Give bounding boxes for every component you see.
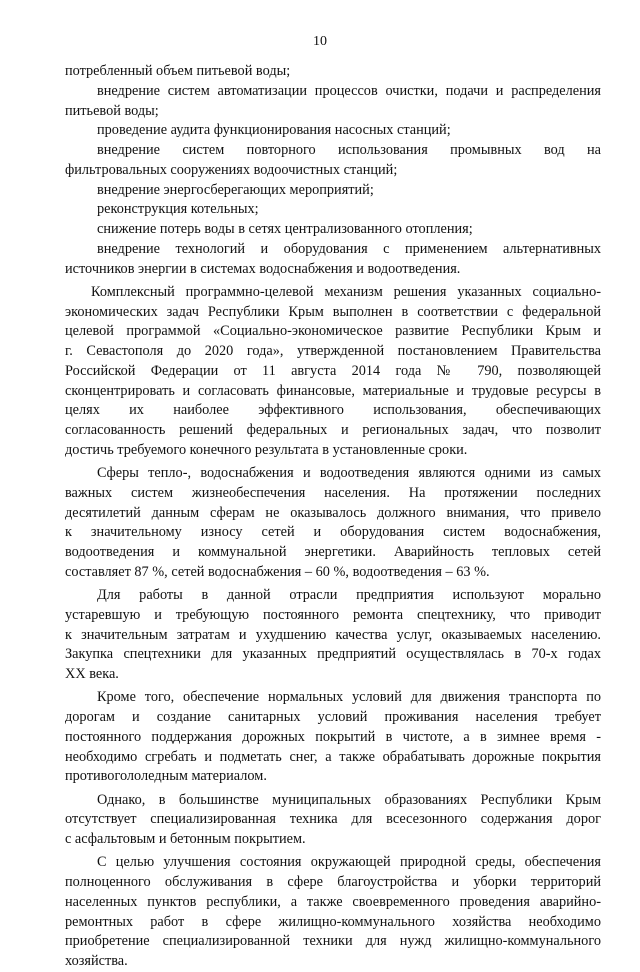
paragraph xyxy=(65,791,601,850)
text-line: согласованность решений федеральных и региональных задач, что позволит xyxy=(65,422,601,438)
text-line: хозяйства. xyxy=(65,953,128,969)
text-line: снижение потерь воды в сетях централизованного отопления; xyxy=(97,221,473,237)
text-line: С целью улучшения состояния окружающей природной среды, обеспечения xyxy=(97,854,601,871)
text-line: десятилетий данным сферам не оказывалось должного внимания, что привело xyxy=(65,504,601,521)
text-line: Однако, в большинстве муниципальных образованиях Республики Крым xyxy=(97,791,601,808)
text-line: важных систем жизнеобеспечения населения. На протяжении последних xyxy=(65,484,601,501)
paragraph xyxy=(65,200,601,220)
text-line: источников энергии в системах водоснабжения и водоотведения. xyxy=(65,260,461,277)
text-line: внедрение технологий и оборудования с применением альтернативных xyxy=(97,240,601,257)
text-line: населенных пунктов республики, а также своевременного проведения аварийно- xyxy=(65,893,601,910)
text-line: постоянного поддержания дорожных покрытий в чистоте, а в зимнее время - xyxy=(65,728,601,745)
text-line: XX века. xyxy=(65,666,119,682)
paragraph xyxy=(65,220,601,240)
text-line: Для работы в данной отрасли предприятия используют морально xyxy=(97,587,601,603)
text-line: дорогам и создание санитарных условий проживания населения требует xyxy=(65,709,601,725)
text-line: необходимо сгребать и подметать снег, а также обрабатывать дорожные покрытия xyxy=(65,748,601,765)
text-line: экономических задач Республики Крым выполнен в соответствии с федеральной xyxy=(65,303,601,320)
text-line: к значительному износу сетей и оборудования систем водоснабжения, xyxy=(65,524,601,541)
text-line: с асфальтовым и бетонным покрытием. xyxy=(65,831,306,847)
paragraph xyxy=(65,688,601,787)
text-line: фильтровальных сооружениях водоочистных станций; xyxy=(65,161,398,178)
paragraph xyxy=(65,62,601,82)
text-line: сконцентрировать и согласовать финансовые, материальные и трудовые ресурсы в xyxy=(65,382,601,399)
text-line: проведение аудита функционирования насосных станций; xyxy=(97,122,451,139)
text-line: ремонтных работ в сфере жилищно-коммунального хозяйства необходимо xyxy=(65,913,601,930)
paragraph xyxy=(65,283,601,461)
text-line: питьевой воды; xyxy=(65,102,159,119)
text-line: приобретение специализированной техники для нужд жилищно-коммунального xyxy=(65,933,601,950)
text-line: Закупка спецтехники для указанных предприятий осуществлялась в 70-х годах xyxy=(65,646,601,663)
text-line: Сферы тепло-, водоснабжения и водоотведения являются одними из самых xyxy=(97,465,601,481)
paragraph xyxy=(65,586,601,685)
text-line: реконструкция котельных; xyxy=(97,201,259,218)
paragraph xyxy=(65,240,601,280)
paragraph xyxy=(65,853,601,972)
text-line: составляет 87 %, сетей водоснабжения – 60 %, водоотведения – 63 %. xyxy=(65,563,490,580)
text-line: отсутствует специализированная техника для всесезонного содержания дорог xyxy=(65,811,601,828)
text-line: внедрение систем повторного использования промывных вод на xyxy=(97,142,601,158)
text-line: противогололедным материалом. xyxy=(65,768,267,785)
text-line: внедрение систем автоматизации процессов очистки, подачи и распределения xyxy=(97,82,601,99)
text-line: г. Севастополя до 2020 года», утвержденной постановлением Правительства xyxy=(65,343,601,359)
text-line: достичь требуемого конечного результата в установленные сроки. xyxy=(65,441,468,458)
paragraph xyxy=(65,181,601,201)
text-line: внедрение энергосберегающих мероприятий; xyxy=(97,181,374,198)
text-line: к значительным затратам и ухудшению качества услуг, оказываемых населению. xyxy=(65,626,601,643)
text-line: потребленный объем питьевой воды; xyxy=(65,63,291,79)
text-line: Российской Федерации от 11 августа 2014 года № 790, позволяющей xyxy=(65,362,601,379)
paragraph xyxy=(65,141,601,181)
text-line: устаревшую и требующую постоянного ремонта спецтехнику, что приводит xyxy=(65,606,601,623)
paragraph xyxy=(65,82,601,122)
text-line: целевой программой «Социально-экономическое развитие Республики Крым и xyxy=(65,323,601,340)
page-number: 10 xyxy=(313,34,327,49)
paragraph xyxy=(65,464,601,583)
text-line: Кроме того, обеспечение нормальных условий для движения транспорта по xyxy=(97,689,601,706)
paragraph xyxy=(65,121,601,141)
text-line: полноценного обслуживания в сфере благоустройства и уборки территорий xyxy=(65,874,601,890)
text-line: целях их наиболее эффективного использования, обеспечивающих xyxy=(65,402,601,419)
document-body xyxy=(65,62,601,972)
text-line: водоотведения и коммунальной энергетики. Аварийность тепловых сетей xyxy=(65,544,601,560)
text-line: Комплексный программно-целевой механизм решения указанных социально- xyxy=(91,283,601,300)
